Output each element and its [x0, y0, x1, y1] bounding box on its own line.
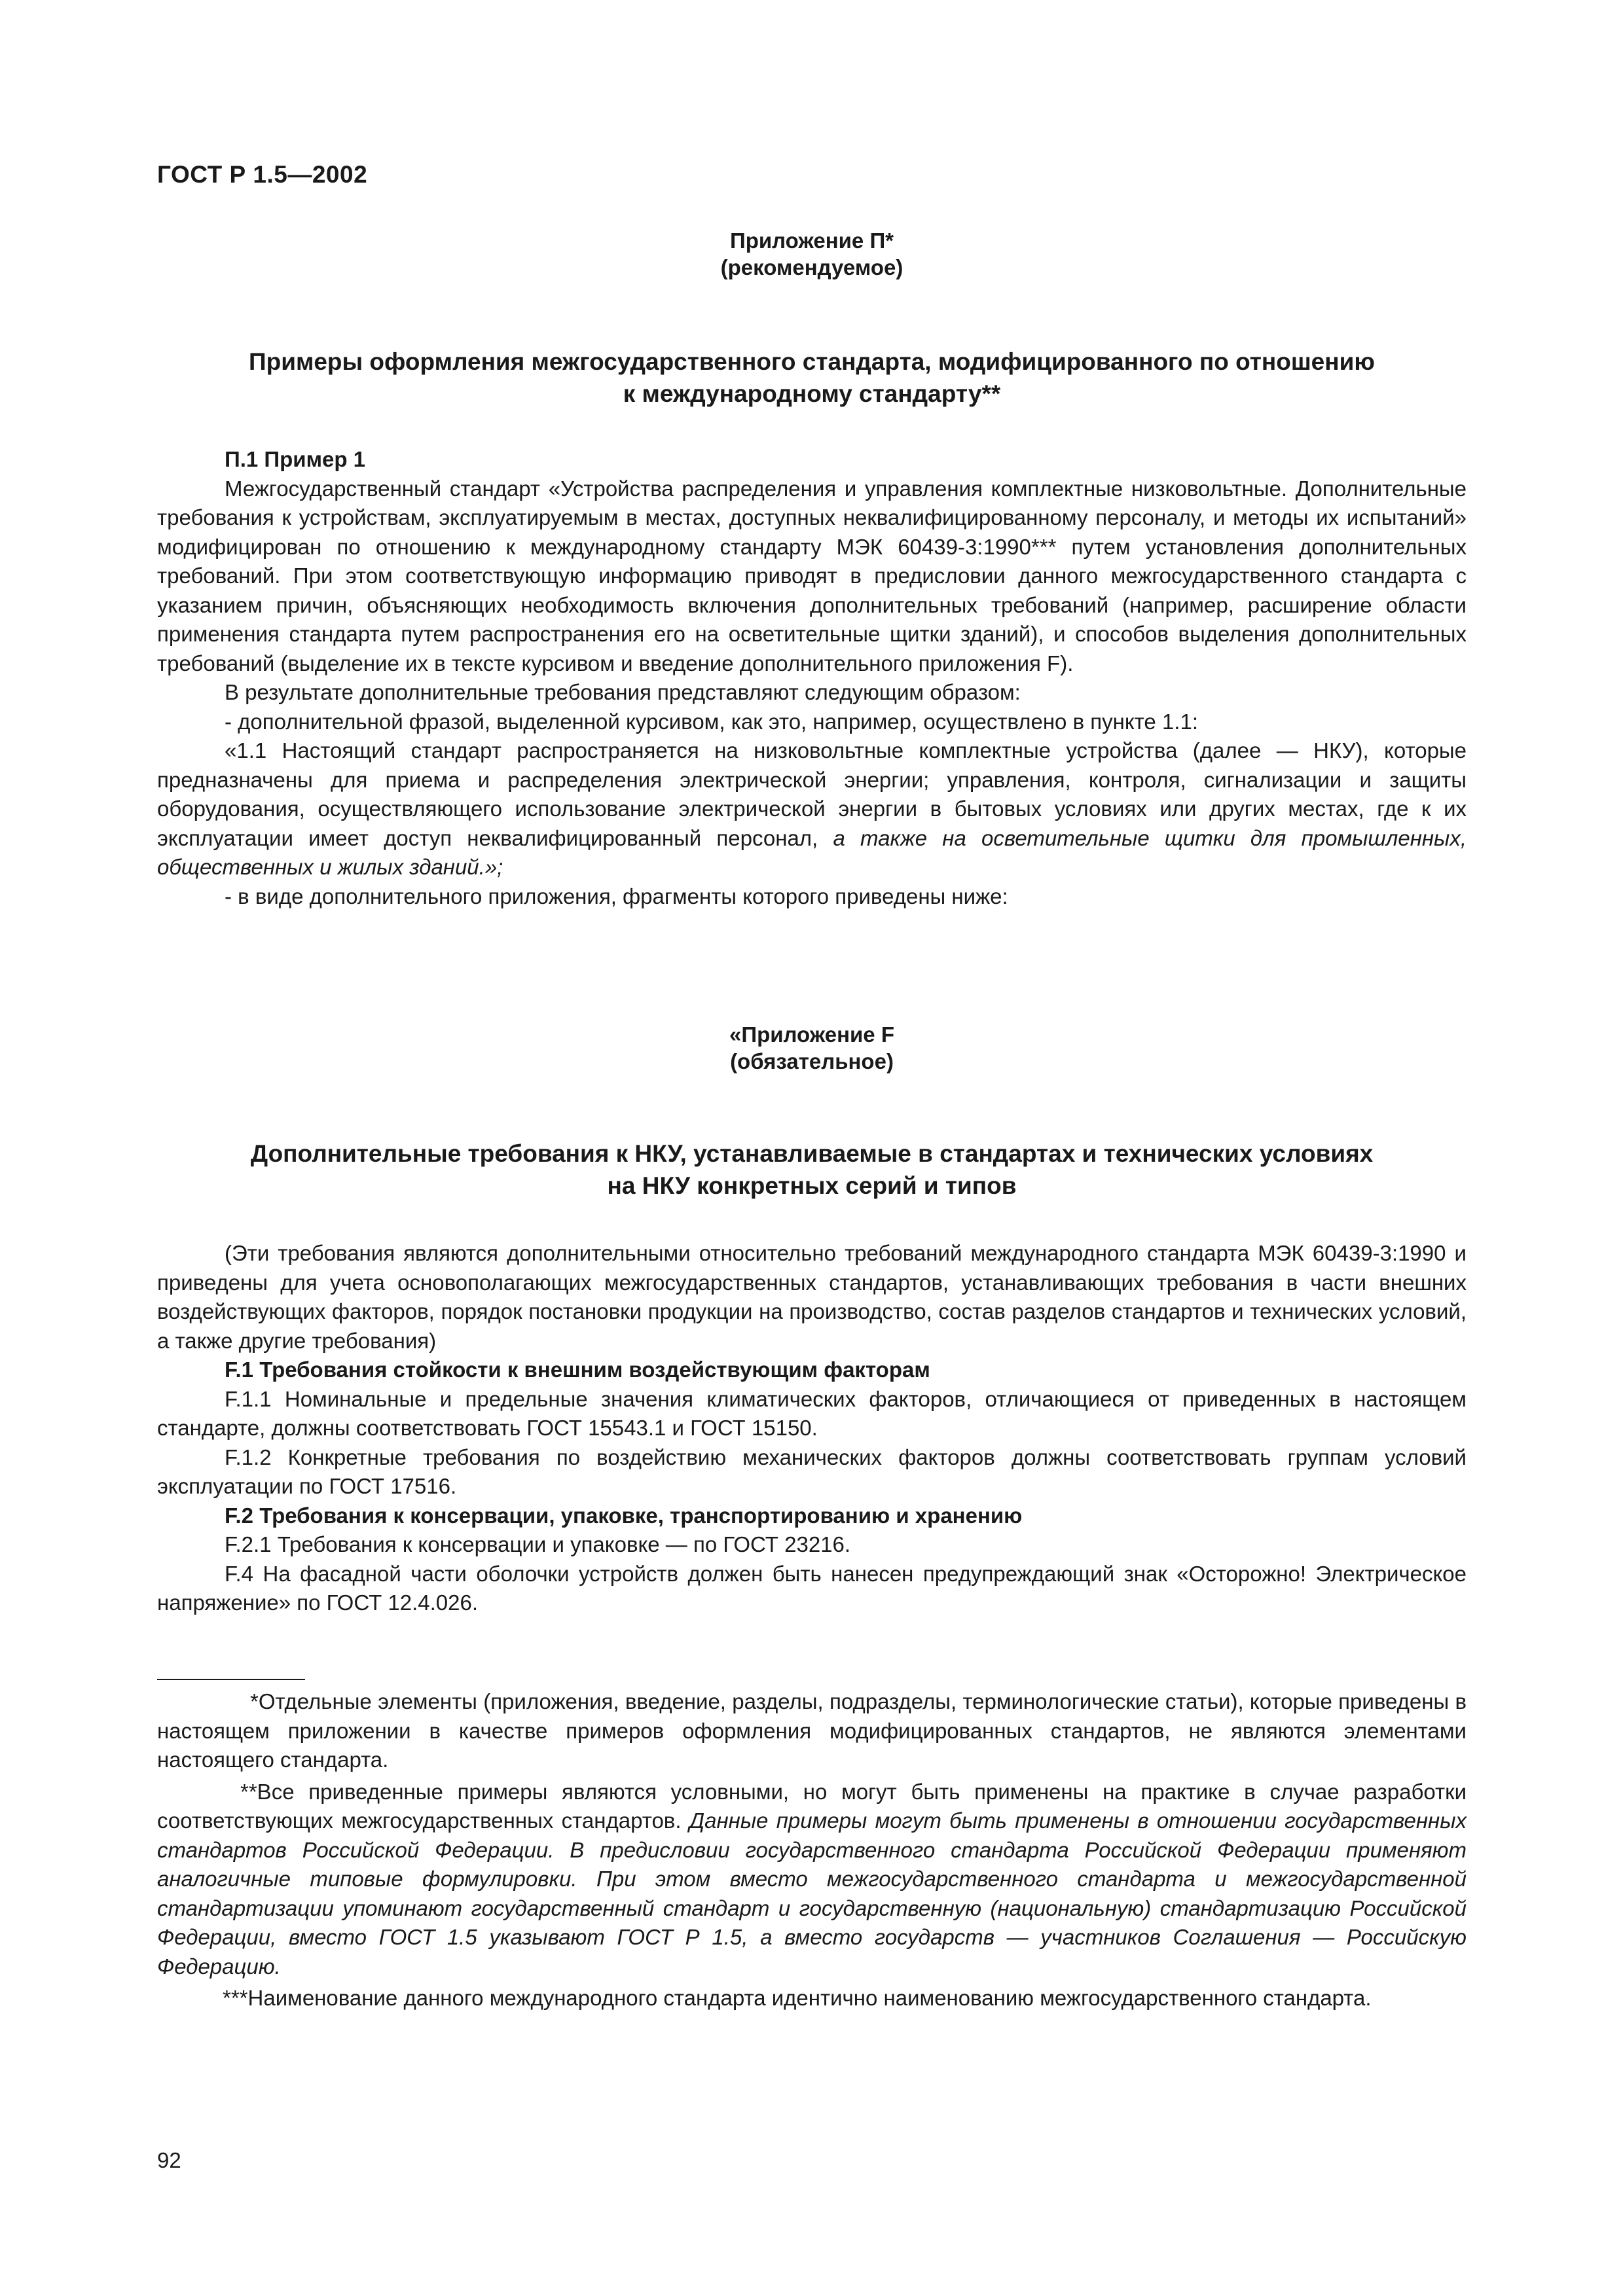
- footnote-divider: [157, 1679, 305, 1680]
- section-f21: F.2.1 Требования к консервации и упаковке — по ГОСТ 23216.: [225, 1532, 851, 1556]
- footnote-1: *Отдельные элементы (приложения, введение, разделы, подразделы, терминологические статьи), которые приведены в настоящем приложении в качестве примеров оформления модифицированных стандартов, не являются элементами настоящего стандарта.: [157, 1689, 1467, 1772]
- section-f4: F.4 На фасадной части оболочки устройств должен быть нанесен предупреждающий знак «Осторожно! Электрическое напряжение» по ГОСТ 12.4.026.: [157, 1561, 1467, 1615]
- quote-plain-text: «1.1 Настоящий стандарт распространяется на низковольтные комплектные устройства (далее — НКУ), которые предназначены для приема и распределения электрической энергии; управления, контроля, сигнализации и защиты оборудования, осуществляющего использование электрической энергии в бытовых условиях или других местах, где к их эксплуатации имеет доступ неквалифицированный персонал,: [157, 738, 1467, 850]
- quote-italic-text: а также на осветительные щитки для промышленных, общественных и жилых зданий.»;: [157, 825, 1467, 879]
- appendix-p-title-line1: Примеры оформления межгосударственного стандарта, модифицированного по отношению: [249, 348, 1375, 375]
- section-f: [157, 1239, 1467, 1618]
- appendix-p-heading: [157, 227, 1467, 281]
- appendix-p-title: [157, 346, 1467, 410]
- appendix-p-status: (рекомендуемое): [720, 255, 903, 279]
- appendix-f-title-line1: Дополнительные требования к НКУ, устанавливаемые в стандартах и технических условиях: [250, 1140, 1374, 1167]
- appendix-f-title: [157, 1138, 1467, 1202]
- footnote-2: [157, 1778, 1467, 1982]
- section-p1: [157, 445, 1467, 911]
- section-p1-quote: [157, 736, 1467, 882]
- section-f1-heading: F.1 Требования стойкости к внешним воздействующим факторам: [225, 1357, 930, 1382]
- section-p1-para3: - дополнительной фразой, выделенной курсивом, как это, например, осуществлено в пункте 1.1:: [225, 709, 1198, 734]
- appendix-f-name: «Приложение F: [729, 1022, 894, 1047]
- appendix-f-title-line2: на НКУ конкретных серий и типов: [607, 1172, 1017, 1199]
- footnote-3: ***Наименование данного международного стандарта идентично наименованию межгосударственного стандарта.: [223, 1986, 1372, 2010]
- section-f11: F.1.1 Номинальные и предельные значения климатических факторов, отличающиеся от приведенных в настоящем стандарте, должны соответствовать ГОСТ 15543.1 и ГОСТ 15150.: [157, 1386, 1467, 1440]
- footnote-2-italic: Данные примеры могут быть применены в отношении государственных стандартов Российской Федерации. В предисловии государственного стандарта Российской Федерации применяют аналогичные типовые формулировки. При этом вместо межгосударственного стандарта и межгосударственной стандартизации упоминают государственный стандарт и государственную (национальную) стандартизацию Российской Федерации, вместо ГОСТ 1.5 указывают ГОСТ Р 1.5, а вместо государств — участников Соглашения — Российскую Федерацию.: [157, 1808, 1467, 1979]
- section-p1-para4: - в виде дополнительного приложения, фрагменты которого приведены ниже:: [225, 884, 1008, 908]
- document-code-header: ГОСТ Р 1.5—2002: [157, 161, 368, 188]
- section-p1-para1: Межгосударственный стандарт «Устройства распределения и управления комплектные низковольтные. Дополнительные требования к устройствам, эксплуатируемым в местах, доступных неквалифицированному персоналу, и методы их испытаний» модифицирован по отношению к международному стандарту МЭК 60439-3:1990*** путем установления дополнительных требований. При этом соответствующую информацию приводят в предисловии данного межгосударственного стандарта с указанием причин, объясняющих необходимость включения дополнительных требований (например, расширение области применения стандарта путем распространения его на осветительные щитки зданий), и способов выделения дополнительных требований (выделение их в тексте курсивом и введение дополнительного приложения F).: [157, 476, 1467, 675]
- page-number: 92: [157, 2148, 181, 2172]
- section-p1-para2: В результате дополнительные требования представляют следующим образом:: [225, 680, 1021, 704]
- section-f-intro: (Эти требования являются дополнительными относительно требований международного стандарта МЭК 60439-3:1990 и приведены для учета основополагающих межгосударственных стандартов, устанавливающих требования в части внешних воздействующих факторов, порядок постановки продукции на производство, состав разделов стандартов и технических условий, а также другие требования): [157, 1241, 1467, 1353]
- footnotes: [157, 1687, 1467, 2013]
- section-f2-heading: F.2 Требования к консервации, упаковке, транспортированию и хранению: [225, 1503, 1023, 1528]
- footnote-2-plain: **Все приведенные примеры являются условными, но могут быть применены на практике в случае разработки соответствующих межгосударственных стандартов.: [157, 1779, 1467, 1833]
- section-f12: F.1.2 Конкретные требования по воздействию механических факторов должны соответствовать группам условий эксплуатации по ГОСТ 17516.: [157, 1444, 1467, 1498]
- appendix-f-heading: [157, 1021, 1467, 1075]
- appendix-f-status: (обязательное): [730, 1049, 894, 1073]
- section-p1-heading: П.1 Пример 1: [225, 447, 366, 471]
- appendix-p-title-line2: к международному стандарту**: [623, 380, 1001, 407]
- appendix-p-name: Приложение П*: [729, 228, 894, 253]
